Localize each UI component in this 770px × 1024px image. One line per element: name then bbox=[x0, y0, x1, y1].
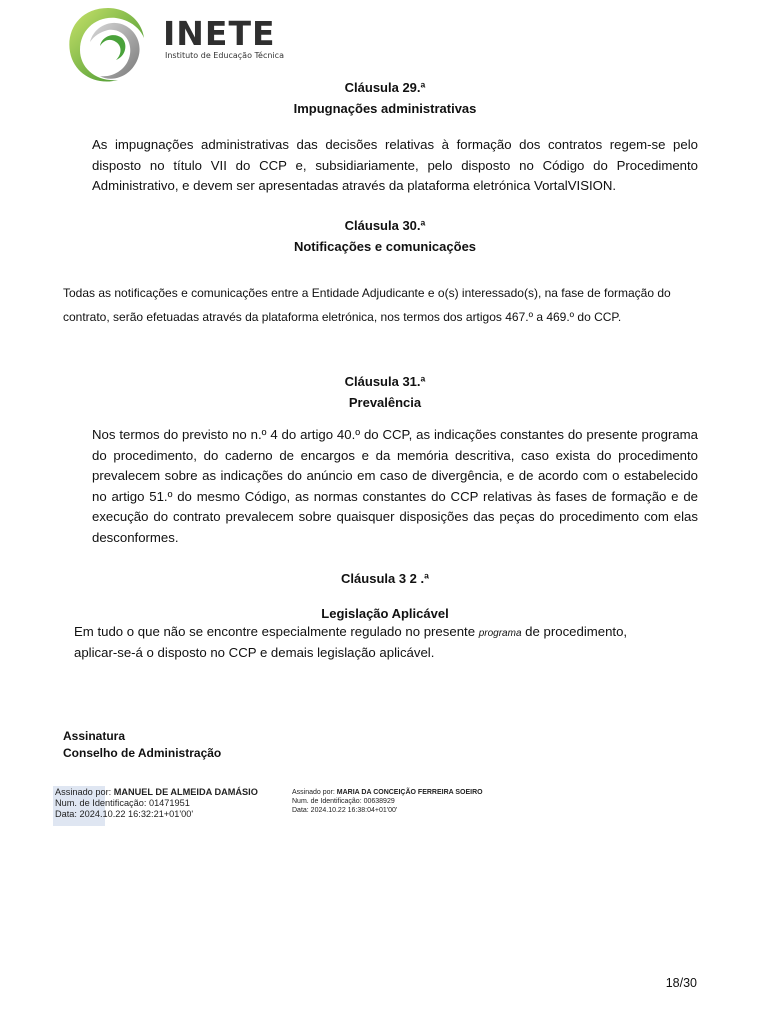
digital-signature-1 bbox=[55, 787, 258, 820]
clause-32-title: Legislação Aplicável bbox=[321, 606, 449, 621]
clause-32-number: Cláusula 3 2 .ª bbox=[341, 571, 429, 586]
clause-32-text-line1 bbox=[74, 622, 714, 645]
logo-title: INETE bbox=[163, 14, 276, 53]
clause-30-number: Cláusula 30.ª bbox=[344, 218, 426, 233]
signature-2-label: Assinado por: bbox=[292, 789, 335, 796]
signature-1-id: Num. de Identificação: 01471951 bbox=[55, 798, 190, 808]
signature-label: Assinatura bbox=[63, 729, 126, 743]
signature-2-name: MARIA DA CONCEIÇÃO FERREIRA SOEIRO bbox=[336, 789, 483, 796]
clause-31-number: Cláusula 31.ª bbox=[344, 374, 426, 389]
clause-31-text: Nos termos do previsto no n.º 4 do artigo 40.º do CCP, as indicações constantes do presente programa do procedimento, do caderno de encargos e da memória descritiva, caso exista do procedimento prevalecem sobre as indicações do anúncio em caso de divergência, e de acordo com o estabelecido no artigo 51.º do mesmo Código, as normas constantes do CCP relativas às fases de formação e de execução do contrato prevalecem sobre quaisquer disposições das peças do procedimento com elas desconformes. bbox=[92, 427, 698, 545]
clause-31-title: Prevalência bbox=[348, 395, 422, 410]
clause-29-title: Impugnações administrativas bbox=[293, 101, 477, 116]
signature-2-id: Num. de Identificação: 00638929 bbox=[292, 798, 395, 805]
clause-30-text-line2: contrato, serão efetuadas através da plataforma eletrónica, nos termos dos artigos 467.º a 469.º do CCP. bbox=[63, 310, 622, 324]
clause-30-text-line1: Todas as notificações e comunicações entre a Entidade Adjudicante e o(s) interessado(s), na fase de formação do bbox=[63, 286, 671, 300]
signature-1-name: MANUEL DE ALMEIDA DAMÁSIO bbox=[113, 787, 258, 797]
signature-1-label: Assinado por: bbox=[55, 787, 112, 797]
logo-subtitle: Instituto de Educação Técnica bbox=[165, 51, 284, 60]
inete-swirl-icon bbox=[60, 2, 160, 88]
digital-signature-2 bbox=[292, 788, 483, 815]
clause-32-text-line2: aplicar-se-á o disposto no CCP e demais legislação aplicável. bbox=[74, 645, 435, 660]
clause-29-text: As impugnações administrativas das decisões relativas à formação dos contratos regem-se pelo disposto no título VII do CCP e, subsidiariamente, pelo disposto no Código do Procedimento Administrativo, e devem ser apresentadas através da plataforma eletrónica VortalVISION. bbox=[92, 137, 698, 193]
clause-32-text-after: de procedimento, bbox=[521, 624, 628, 639]
clause-32-text-italic: programa bbox=[478, 628, 522, 639]
signature-1-date: Data: 2024.10.22 16:32:21+01'00' bbox=[55, 809, 194, 819]
clause-29-number: Cláusula 29.ª bbox=[344, 80, 426, 95]
clause-32-text-before: Em tudo o que não se encontre especialmente regulado no presente bbox=[74, 624, 479, 639]
signature-1-signed-by bbox=[55, 787, 258, 798]
signature-2-date: Data: 2024.10.22 16:38:04+01'00' bbox=[292, 807, 398, 814]
signature-2-signed-by bbox=[292, 788, 483, 797]
clause-30-title: Notificações e comunicações bbox=[293, 239, 477, 254]
page-number: 18/30 bbox=[665, 976, 697, 990]
signature-org: Conselho de Administração bbox=[63, 746, 222, 760]
